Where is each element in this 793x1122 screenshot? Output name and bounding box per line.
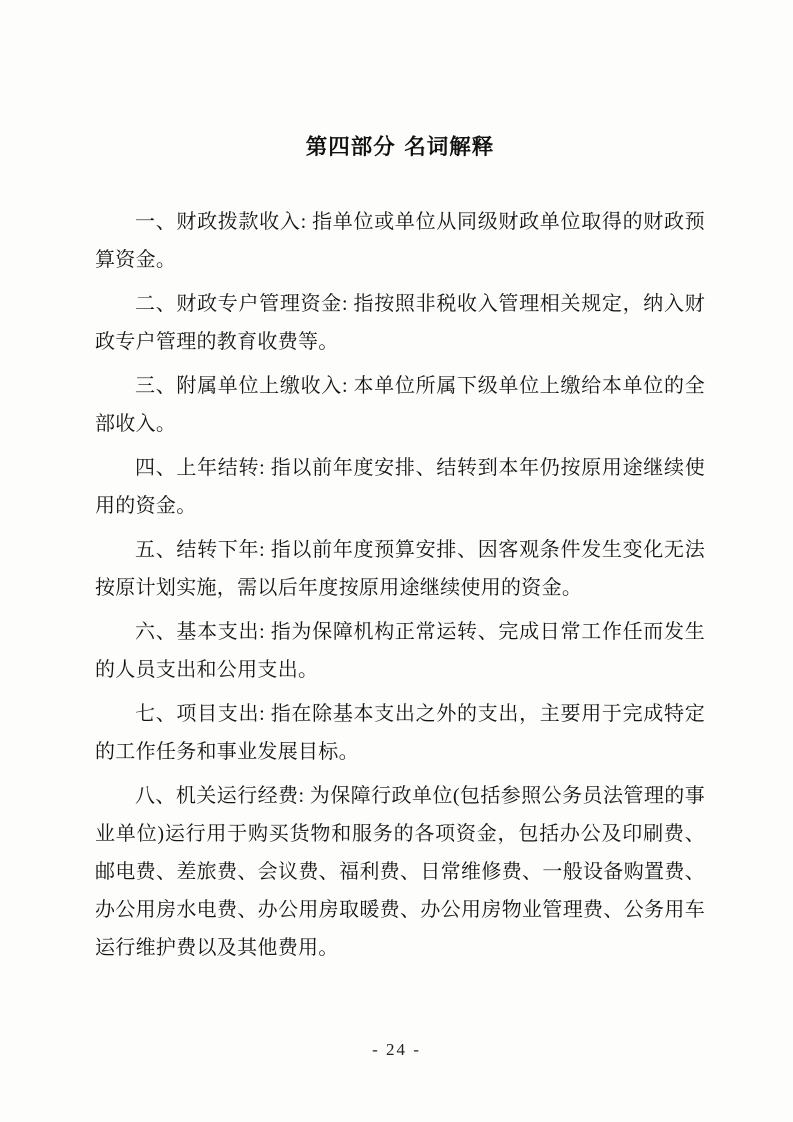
paragraph-item: 二、财政专户管理资金: 指按照非税收入管理相关规定，纳入财政专户管理的教育收费等。 [95,293,705,353]
paragraph-item: 三、附属单位上缴收入: 本单位所属下级单位上缴给本单位的全部收入。 [95,375,705,435]
paragraph-item: 一、财政拨款收入: 指单位或单位从同级财政单位取得的财政预算资金。 [95,211,705,271]
paragraph-item: 八、机关运行经费: 为保障行政单位(包括参照公务员法管理的事业单位)运行用于购买货物和服务的各项资金，包括办公及印刷费、邮电费、差旅费、会议费、福利费、日常维修费、一般设备购置费、办公用房水电费、办公用房取暖费、办公用房物业管理费、公务用车运行维护费以及其他费用。 [95,785,705,959]
paragraph-item: 四、上年结转: 指以前年度安排、结转到本年仍按原用途继续使用的资金。 [95,457,705,517]
document-body [95,130,705,973]
page-number: - 24 - [372,1040,421,1059]
paragraph-item: 七、项目支出: 指在除基本支出之外的支出，主要用于完成特定的工作任务和事业发展目标。 [95,703,705,763]
page-title: 第四部分 名词解释 [305,135,495,160]
paragraph-item: 五、结转下年: 指以前年度预算安排、因客观条件发生变化无法按原计划实施，需以后年度按原用途继续使用的资金。 [95,539,705,599]
paragraph-item: 六、基本支出: 指为保障机构正常运转、完成日常工作任而发生的人员支出和公用支出。 [95,621,705,681]
